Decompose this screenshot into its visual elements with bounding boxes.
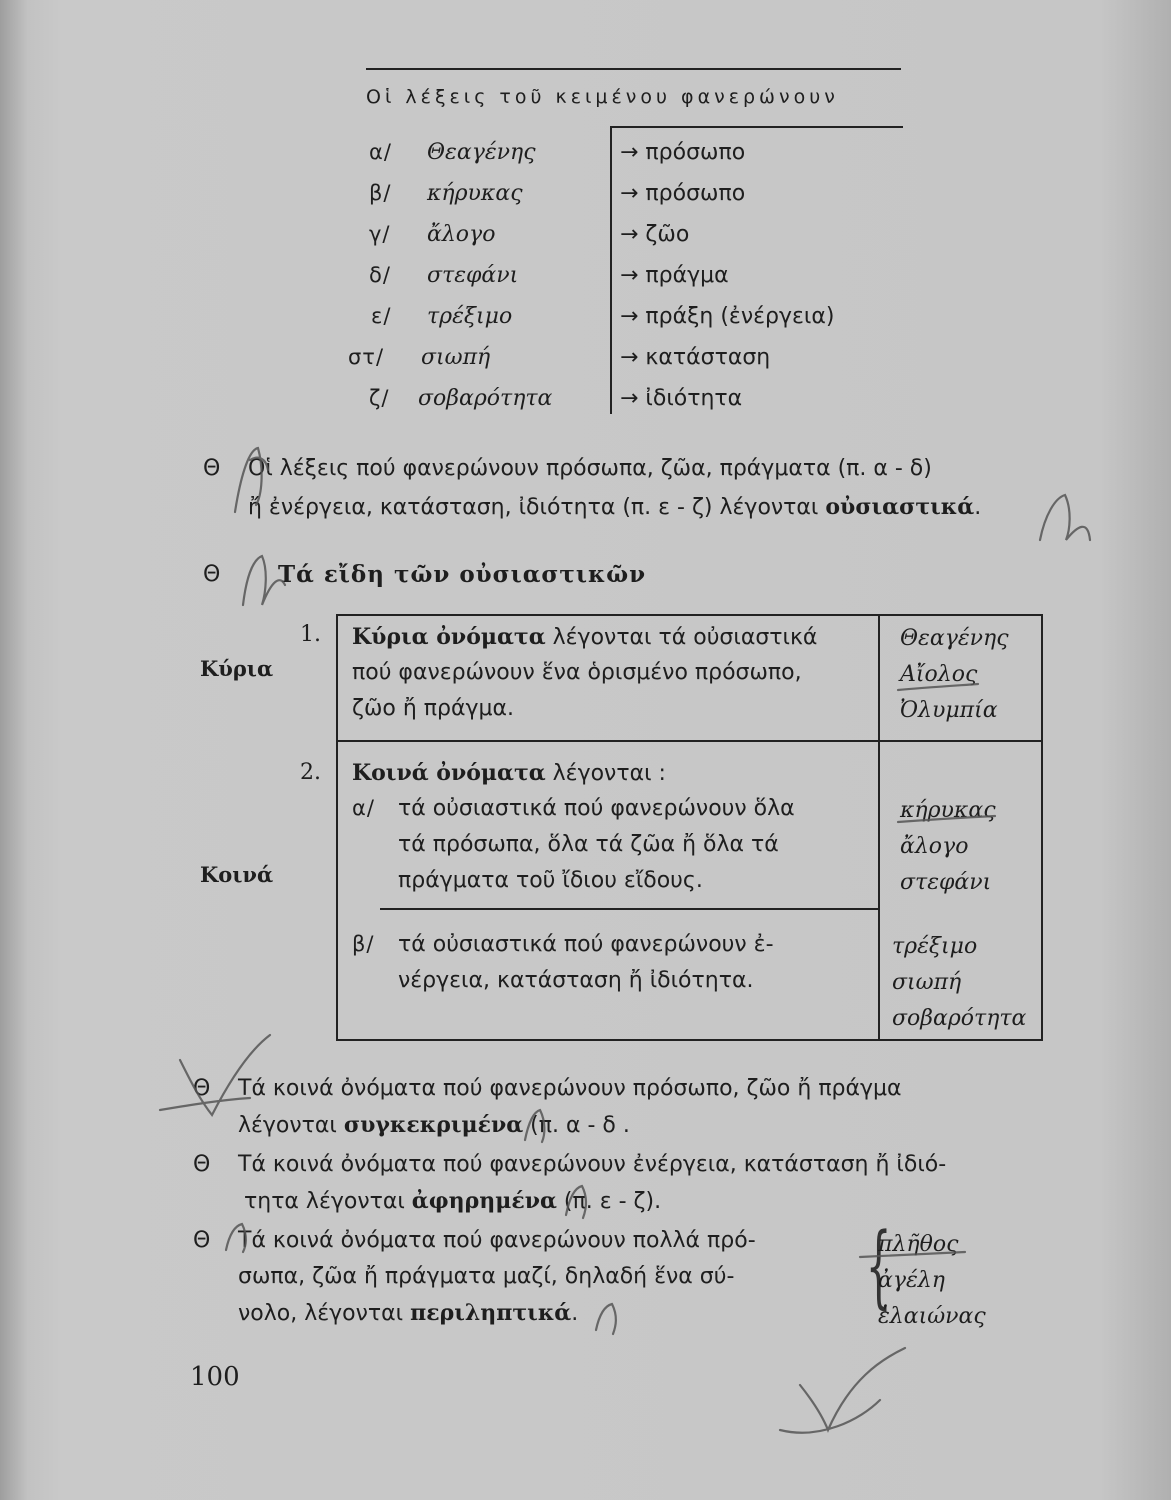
definition-marker: Θ (203, 456, 221, 481)
row-category: → πρόσωπο (620, 140, 746, 165)
row-category: → ζῶο (620, 222, 690, 247)
definition-line1: Οἱ λέξεις πού φανερώνουν πρόσωπα, ζῶα, πράγματα (π. α - δ) (248, 456, 932, 481)
collective-example: ἐλαιώνας (878, 1304, 986, 1329)
handwritten-mark-icon (596, 1304, 616, 1334)
note-text: (π. α - δ . (523, 1113, 630, 1138)
note-term: περιληπτικά (410, 1300, 572, 1326)
koina-b-line1: τά οὐσιαστικά πού φανερώνουν ἐ- (398, 932, 774, 957)
koina-term: Κοινά ὀνόματα (352, 760, 546, 786)
handwritten-mark-icon (226, 1224, 246, 1252)
row-label: στ/ (348, 345, 385, 369)
note-term: συγκεκριμένα (343, 1112, 524, 1138)
handwritten-mark-icon (1040, 495, 1090, 540)
koina-a-example: ἄλογο (900, 834, 969, 859)
koina-side-label: Κοινά (200, 862, 274, 887)
koina-b-example: σοβαρότητα (892, 1006, 1027, 1031)
koina-a-line1: τά οὐσιαστικά πού φανερώνουν ὅλα (398, 796, 795, 821)
koina-a-label: α/ (352, 796, 375, 820)
note-text: νολο, λέγονται (238, 1301, 411, 1326)
row-label: δ/ (369, 263, 391, 287)
row-word: κήρυκας (427, 181, 523, 206)
koina-line1-rest: λέγονται : (545, 761, 666, 786)
koina-a-example: στεφάνι (900, 870, 992, 895)
note-term: ἀφηρημένα (411, 1188, 557, 1214)
handwritten-underline-icon (898, 816, 995, 822)
note-line: Τά κοινά ὀνόματα πού φανερώνουν ἐνέργεια, κατάσταση ἤ ἰδιό- (238, 1152, 947, 1177)
kyria-term: Κύρια ὀνόματα (352, 624, 546, 650)
row-word: σιωπή (421, 345, 491, 370)
row-category: → πρόσωπο (620, 181, 746, 206)
section-marker: Θ (203, 562, 221, 587)
kyria-side-label: Κύρια (200, 656, 274, 681)
handwritten-mark-icon (566, 1186, 586, 1218)
section-title: Τά εἴδη τῶν οὐσιαστικῶν (278, 561, 647, 588)
kyria-example: Αἴολος (900, 662, 978, 687)
collective-example: ἀγέλη (878, 1268, 945, 1293)
note-text: τητα λέγονται (244, 1189, 412, 1214)
collective-example: πλῆθος (878, 1232, 959, 1257)
handwritten-mark-icon (243, 556, 285, 605)
row-label: β/ (369, 181, 392, 205)
handwritten-check-icon (780, 1348, 905, 1433)
handwritten-mark-icon (525, 1110, 544, 1142)
row-label: ε/ (371, 304, 392, 328)
kyria-example: Ὀλυμπία (900, 698, 998, 723)
definition-line2-text: ἤ ἐνέργεια, κατάσταση, ἰδιότητα (π. ε - ζ) λέγονται (248, 495, 826, 520)
kyria-line3: ζῶο ἤ πράγμα. (352, 696, 515, 721)
note-text: . (571, 1301, 579, 1326)
row-category: → πράξη (ἐνέργεια) (620, 304, 835, 329)
koina-b-example: τρέξιμο (892, 934, 978, 959)
row-word: στεφάνι (427, 263, 519, 288)
row-word: ἄλογο (427, 222, 496, 247)
kyria-line2: πού φανερώνουν ἕνα ὁρισμένο πρόσωπο, (352, 660, 802, 685)
handwritten-underline-icon (898, 684, 978, 690)
row-label: α/ (369, 140, 392, 164)
note-line: Τά κοινά ὀνόματα πού φανερώνουν πολλά πρό- (238, 1228, 756, 1253)
note-line: Τά κοινά ὀνόματα πού φανερώνουν πρόσωπο, ζῶο ἤ πράγμα (238, 1076, 902, 1101)
handwritten-mark-icon (235, 448, 268, 512)
note-text: λέγονται (238, 1113, 344, 1138)
handwritten-check-icon (160, 1035, 270, 1115)
koina-a-line2: τά πρόσωπα, ὅλα τά ζῶα ἤ ὅλα τά (398, 832, 779, 857)
row-category: → πράγμα (620, 263, 729, 288)
definition-term: οὐσιαστικά (825, 494, 975, 520)
koina-b-label: β/ (352, 932, 375, 956)
collective-brace: { (865, 1214, 892, 1319)
note-line: σωπα, ζῶα ἤ πράγματα μαζί, δηλαδή ἕνα σύ- (238, 1264, 735, 1289)
row-label: ζ/ (369, 386, 390, 410)
kyria-example: Θεαγένης (900, 626, 1009, 651)
row-word: τρέξιμο (427, 304, 513, 329)
header-title: Οἱ λέξεις τοῦ κειμένου φανερώνουν (366, 86, 839, 108)
koina-a-example: κήρυκας (900, 798, 996, 823)
koina-b-example: σιωπή (892, 970, 962, 995)
row-category: → κατάσταση (620, 345, 771, 370)
row-word: σοβαρότητα (418, 386, 553, 411)
koina-a-line3: πράγματα τοῦ ἴδιου εἴδους. (398, 868, 703, 893)
koina-b-line2: νέργεια, κατάσταση ἤ ἰδιότητα. (398, 968, 754, 993)
kyria-line1-rest: λέγονται τά οὐσιαστικά (545, 625, 818, 650)
note-marker: Θ (193, 1152, 211, 1177)
koina-number: 2. (300, 760, 321, 785)
row-word: Θεαγένης (427, 140, 536, 165)
kyria-number: 1. (300, 622, 321, 647)
definition-period: . (974, 495, 982, 520)
note-text: (π. ε - ζ). (556, 1189, 662, 1214)
note-marker: Θ (193, 1076, 211, 1101)
row-category: → ἰδιότητα (620, 386, 743, 411)
handwritten-underline-icon (860, 1252, 965, 1257)
row-label: γ/ (369, 222, 391, 246)
note-marker: Θ (193, 1228, 211, 1253)
page-number: 100 (190, 1362, 240, 1392)
